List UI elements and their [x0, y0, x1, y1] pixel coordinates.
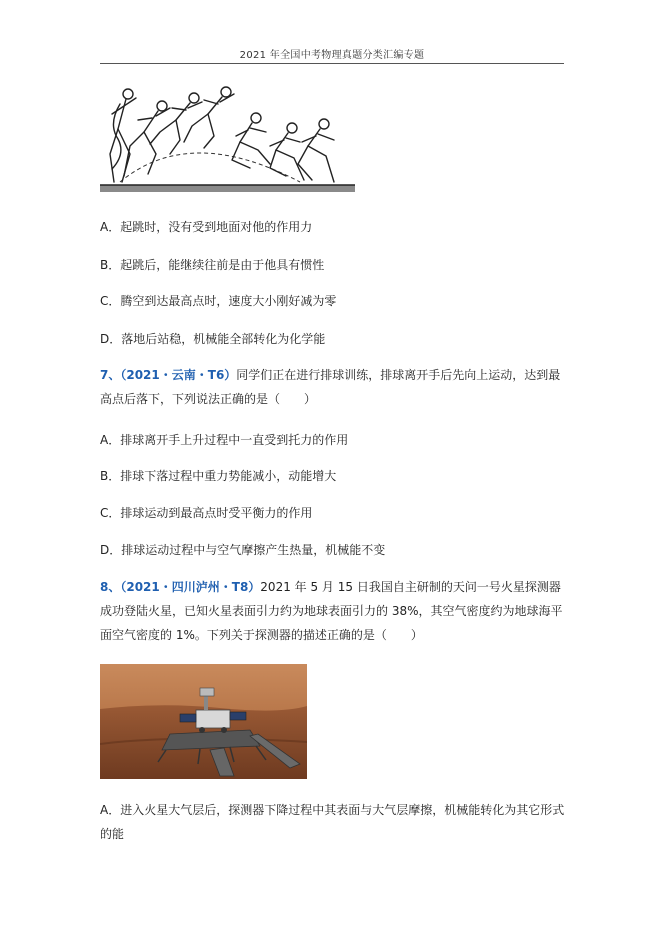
question-7: [100, 363, 570, 411]
page-header: 2021 年全国中考物理真题分类汇编专题: [239, 50, 425, 61]
long-jump-figure: [100, 84, 355, 194]
q8-option-a: A．进入火星大气层后，探测器下降过程中其表面与大气层摩擦，机械能转化为其它形式的能: [100, 803, 565, 841]
q7-option-a: A．排球离开手上升过程中一直受到托力的作用: [100, 433, 349, 447]
q7-option-b: B．排球下落过程中重力势能减小，动能增大: [100, 469, 337, 483]
q8-number: 8、: [100, 580, 121, 594]
q7-option-c: C．排球运动到最高点时受平衡力的作用: [100, 506, 313, 520]
q6-option-d: D．落地后站稳，机械能全部转化为化学能: [100, 332, 326, 346]
q6-option-c: C．腾空到达最高点时，速度大小刚好减为零: [100, 294, 337, 308]
q7-stem: 同学们正在进行排球训练，排球离开手后先向上运动，达到最高点后落下，下列说法正确的是（ ）: [100, 368, 561, 406]
q6-option-b: B．起跳后，能继续往前是由于他具有惯性: [100, 258, 325, 272]
q7-source-tag: （2021・云南・T6）: [120, 368, 237, 382]
q8-stem: 2021 年 5 月 15 日我国自主研制的天问一号火星探测器成功登陆火星，已知火星表面引力约为地球表面引力的 38%，其空气密度约为地球海平面空气密度的 1%。下列关于探测器的描述正确的是（ ）: [100, 580, 563, 642]
q6-option-a: A．起跳时，没有受到地面对他的作用力: [100, 220, 313, 234]
question-8: [100, 575, 570, 647]
mars-rover-image: [100, 664, 307, 779]
q7-option-d: D．排球运动过程中与空气摩擦产生热量，机械能不变: [100, 543, 386, 557]
q8-source-tag: （2021・四川泸州・T8）: [120, 580, 261, 594]
q7-number: 7、: [100, 368, 121, 382]
header-divider: [100, 63, 564, 64]
